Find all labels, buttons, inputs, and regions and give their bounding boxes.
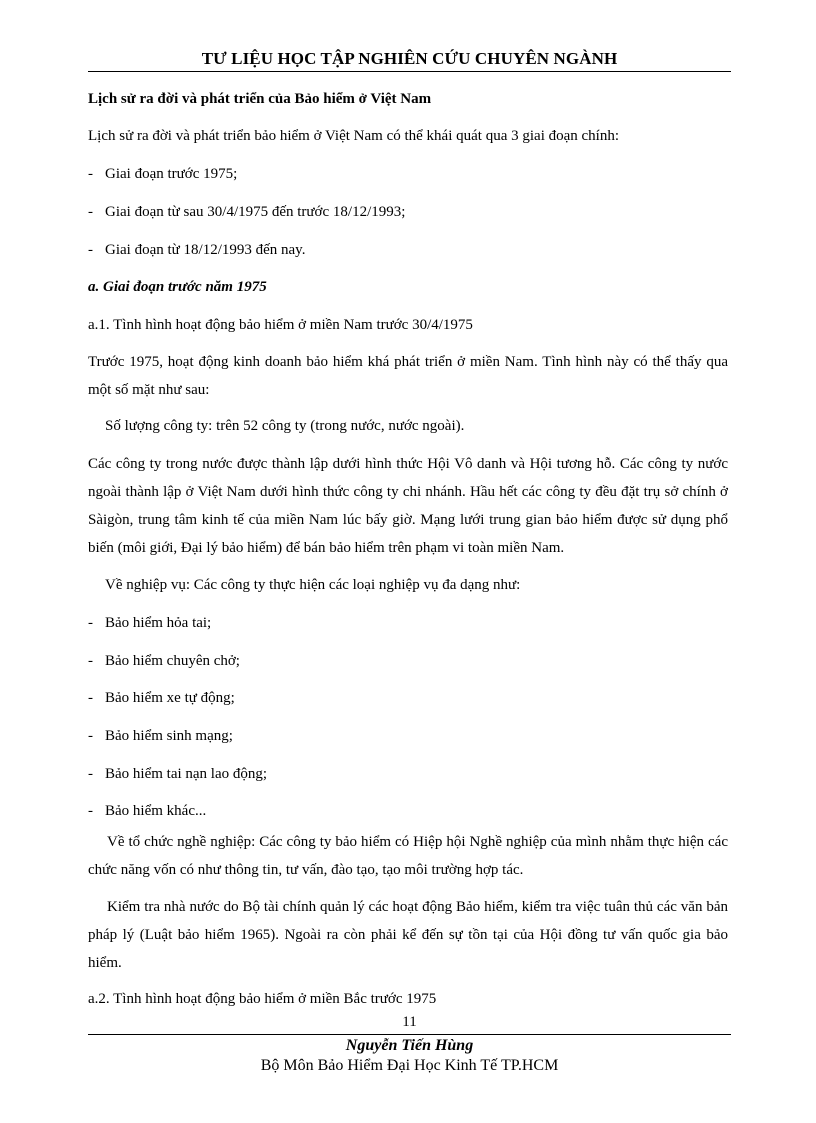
company-count-paragraph: Số lượng công ty: trên 52 công ty (trong nước, nước ngoài).: [105, 418, 465, 434]
insurance-type-text: Bảo hiểm hỏa tai;: [105, 615, 212, 631]
subsection-heading-a: a. Giai đoạn trước năm 1975: [88, 279, 267, 295]
list-dash: -: [88, 653, 93, 669]
a2-heading: a.2. Tình hình hoạt động bảo hiểm ở miền Bắc trước 1975: [88, 991, 437, 1007]
insurance-type-item: [88, 728, 233, 745]
list-dash: -: [88, 690, 93, 706]
list-dash: -: [88, 242, 93, 258]
phase-text: Giai đoạn trước 1975;: [105, 166, 238, 182]
paragraph-line: biến (môi giới, Đại lý bảo hiểm) để bán bảo hiểm trên phạm vi toàn miền Nam.: [88, 540, 565, 556]
phase-list-item: [88, 204, 405, 221]
operations-paragraph: Về nghiệp vụ: Các công ty thực hiện các loại nghiệp vụ đa dạng như:: [105, 577, 521, 593]
page-number: 11: [402, 1014, 417, 1030]
paragraph-line: Các công ty trong nước được thành lập dưới hình thức Hội Vô danh và Hội tương hỗ. Các công ty nước: [88, 456, 728, 472]
paragraph-line: pháp lý (Luật bảo hiểm 1965). Ngoài ra còn phải kể đến sự tồn tại của Hội đồng tư vấn quốc gia bảo: [88, 927, 728, 943]
section-title: Lịch sử ra đời và phát triển của Bảo hiểm ở Việt Nam: [88, 91, 432, 107]
list-dash: -: [88, 204, 93, 220]
footer-divider: [88, 1034, 731, 1035]
list-dash: -: [88, 728, 93, 744]
paragraph-line: chức năng vốn có như thông tin, tư vấn, đào tạo, tạo môi trường hợp tác.: [88, 862, 524, 878]
list-dash: -: [88, 803, 93, 819]
footer-author: Nguyễn Tiến Hùng: [345, 1037, 474, 1054]
insurance-type-text: Bảo hiểm tai nạn lao động;: [105, 766, 268, 782]
paragraph-line: hiểm.: [88, 955, 122, 971]
paragraph-line: Kiểm tra nhà nước do Bộ tài chính quản lý các hoạt động Bảo hiểm, kiểm tra việc tuân thủ các văn bản: [107, 899, 728, 915]
phase-list-item: [88, 242, 305, 259]
header-divider: [88, 71, 731, 72]
footer-department: Bộ Môn Bảo Hiểm Đại Học Kinh Tế TP.HCM: [260, 1057, 559, 1074]
paragraph-line: Về tổ chức nghề nghiệp: Các công ty bảo hiểm có Hiệp hội Nghề nghiệp của mình nhằm thực hiện các: [107, 834, 728, 850]
paragraph-line: ngoài thành lập ở Việt Nam dưới hình thức công ty chi nhánh. Hầu hết các công ty đều đặt trụ sở chính ở: [88, 484, 728, 500]
list-dash: -: [88, 166, 93, 182]
phase-text: Giai đoạn từ 18/12/1993 đến nay.: [105, 242, 306, 258]
insurance-type-item: [88, 615, 211, 632]
insurance-type-item: [88, 766, 267, 783]
insurance-type-item: [88, 690, 235, 707]
a1-heading: a.1. Tình hình hoạt động bảo hiểm ở miền Nam trước 30/4/1975: [88, 317, 473, 333]
intro-paragraph: Lịch sử ra đời và phát triển bảo hiểm ở Việt Nam có thể khái quát qua 3 giai đoạn chính:: [88, 128, 620, 144]
list-dash: -: [88, 615, 93, 631]
list-dash: -: [88, 766, 93, 782]
insurance-type-text: Bảo hiểm chuyên chở;: [105, 653, 240, 669]
paragraph-line: Trước 1975, hoạt động kinh doanh bảo hiểm khá phát triển ở miền Nam. Tình hình này có thể thấy qua: [88, 354, 728, 370]
insurance-type-text: Bảo hiểm khác...: [105, 803, 207, 819]
insurance-type-text: Bảo hiểm sinh mạng;: [105, 728, 233, 744]
insurance-type-text: Bảo hiểm xe tự động;: [105, 690, 235, 706]
insurance-type-item: [88, 653, 240, 670]
phase-list-item: [88, 166, 237, 183]
insurance-type-item: [88, 803, 206, 820]
page-header-title: TƯ LIỆU HỌC TẬP NGHIÊN CỨU CHUYÊN NGÀNH: [201, 49, 618, 68]
paragraph-line: Sàigòn, trung tâm kinh tế của miền Nam lúc bấy giờ. Mạng lưới trung gian bảo hiểm được sử dụng phổ: [88, 512, 728, 528]
phase-text: Giai đoạn từ sau 30/4/1975 đến trước 18/12/1993;: [105, 204, 406, 220]
paragraph-line: một số mặt như sau:: [88, 382, 210, 398]
